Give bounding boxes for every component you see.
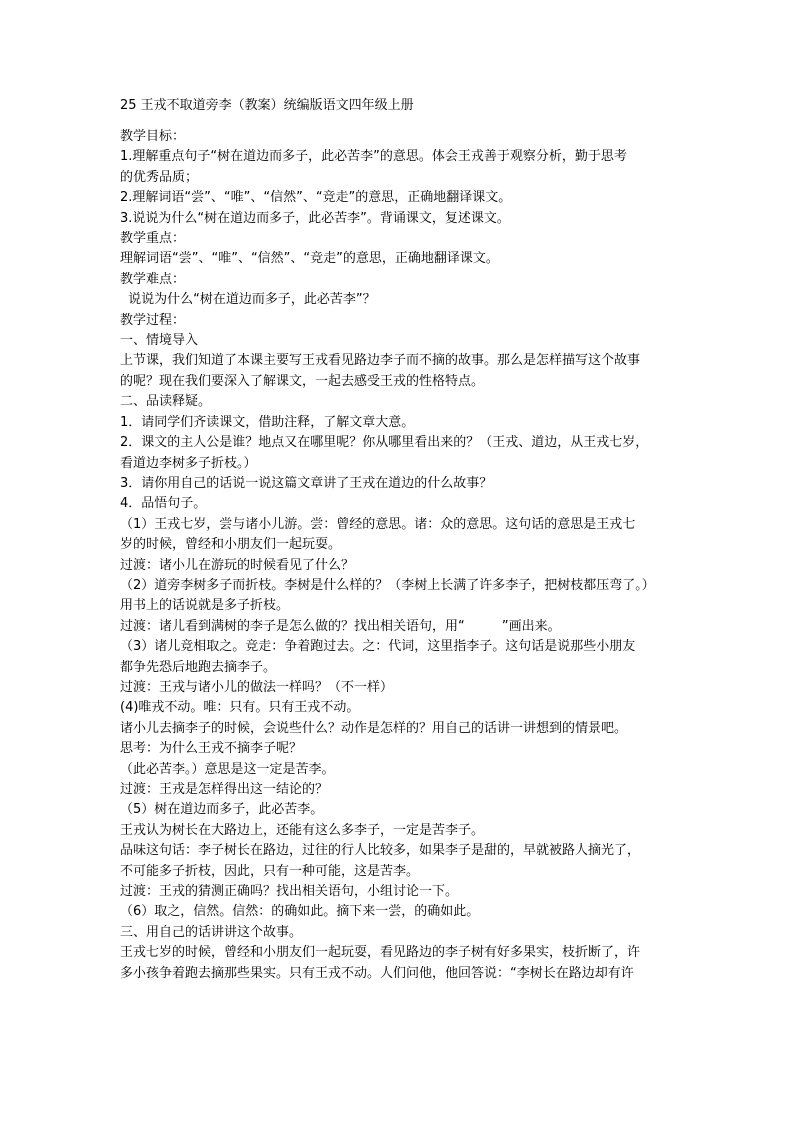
body-line: 岁的时候，曾经和小朋友们一起玩耍。 xyxy=(120,537,342,553)
body-line: 不可能多子折枝，因此，只有一种可能，这是苦李。 xyxy=(120,863,420,879)
body-line: （此必苦李。）意思是这一定是苦李。 xyxy=(120,761,335,777)
body-line: 过渡：诸小儿在游玩的时候看见了什么？ xyxy=(120,557,355,573)
body-line: 3．请你用自己的话说一说这篇文章讲了王戎在道边的什么故事？ xyxy=(120,475,493,491)
body-line: 1.理解重点句子“树在道边而多子，此必苦李”的意思。体会王戎善于观察分析，勤于思考 xyxy=(120,149,627,165)
body-line: （3）诸儿竞相取之。竞走：争着跑过去。之：代词，这里指李子。这句话是说那些小朋友 xyxy=(120,639,636,655)
document-title: 25 王戎不取道旁李（教案）统编版语文四年级上册 xyxy=(120,98,414,113)
body-line: （6）取之，信然。信然：的确如此。摘下来一尝，的确如此。 xyxy=(120,904,480,920)
body-line: 说说为什么“树在道边而多子，此必苦李”？ xyxy=(124,292,376,308)
body-line: 1．请同学们齐读课文，借助注释，了解文章大意。 xyxy=(120,414,415,430)
body-line: 看道边李树多子折枝。） xyxy=(120,455,257,471)
body-line: 过渡：王戎的猜测正确吗？找出相关语句，小组讨论一下。 xyxy=(120,884,459,900)
body-line: 三、用自己的话讲讲这个故事。 xyxy=(120,924,303,940)
body-line: 理解词语“尝”、“唯”、“信然”、“竞走”的意思，正确地翻译课文。 xyxy=(120,251,499,267)
body-line: 2.理解词语“尝”、“唯”、“信然”、“竞走”的意思，正确地翻译课文。 xyxy=(120,190,512,206)
body-line: 的优秀品质； xyxy=(120,169,199,185)
body-line: 3.说说为什么“树在道边而多子，此必苦李”。背诵课文，复述课文。 xyxy=(120,210,510,226)
document-page xyxy=(120,96,690,984)
body-line: （2）道旁李树多子而折枝。李树是什么样的？（李树上长满了许多李子，把树枝都压弯了。） xyxy=(120,577,655,593)
document-body xyxy=(120,127,690,984)
body-line: 思考：为什么王戎不摘李子呢？ xyxy=(120,741,303,757)
body-line: 品味这句话：李子树长在路边，过往的行人比较多，如果李子是甜的，早就被路人摘光了， xyxy=(120,843,641,859)
body-line: 都争先恐后地跑去摘李子。 xyxy=(120,659,277,675)
body-line: 二、品读释疑。 xyxy=(120,394,212,410)
body-line: 过渡：王戎是怎样得出这一结论的？ xyxy=(120,782,329,797)
body-line: 2．课文的主人公是谁？地点又在哪里呢？你从哪里看出来的？（王戎、道边，从王戎七岁， xyxy=(120,435,649,451)
body-line: 教学目标： xyxy=(120,129,186,144)
body-line: 的呢？现在我们要深入了解课文，一起去感受王戎的性格特点。 xyxy=(120,373,485,389)
body-line: 一、情境导入 xyxy=(120,333,199,349)
body-line: 教学难点： xyxy=(120,271,186,287)
body-line: 用书上的话说就是多子折枝。 xyxy=(120,598,290,614)
body-line: (4)唯戎不动。唯：只有。只有王戎不动。 xyxy=(120,700,360,716)
body-line: 过渡：诸儿看到满树的李子是怎么做的？找出相关语句，用“ ”画出来。 xyxy=(120,618,561,634)
body-line: 多小孩争着跑去摘那些果实。只有王戎不动。人们问他，他回答说：“李树长在路边却有许 xyxy=(120,965,634,981)
body-line: 4．品悟句子。 xyxy=(120,496,207,512)
body-line: 上节课，我们知道了本课主要写王戎看见路边李子而不摘的故事。那么是怎样描写这个故事 xyxy=(120,353,641,369)
body-line: 王戎认为树长在大路边上，还能有这么多李子，一定是苦李子。 xyxy=(120,822,485,838)
body-line: （5）树在道边而多子，此必苦李。 xyxy=(120,802,324,818)
body-line: （1）王戎七岁，尝与诸小儿游。尝：曾经的意思。诸：众的意思。这句话的意思是王戎七 xyxy=(120,516,636,532)
body-line: 教学重点： xyxy=(120,231,186,247)
body-line: 诸小儿去摘李子的时候，会说些什么？动作是怎样的？用自己的话讲一讲想到的情景吧。 xyxy=(120,720,628,736)
body-line: 教学过程： xyxy=(120,312,186,328)
body-line: 王戎七岁的时候，曾经和小朋友们一起玩耍，看见路边的李子树有好多果实，枝折断了，许 xyxy=(120,945,641,961)
body-line: 过渡：王戎与诸小儿的做法一样吗？（不一样） xyxy=(120,679,394,695)
